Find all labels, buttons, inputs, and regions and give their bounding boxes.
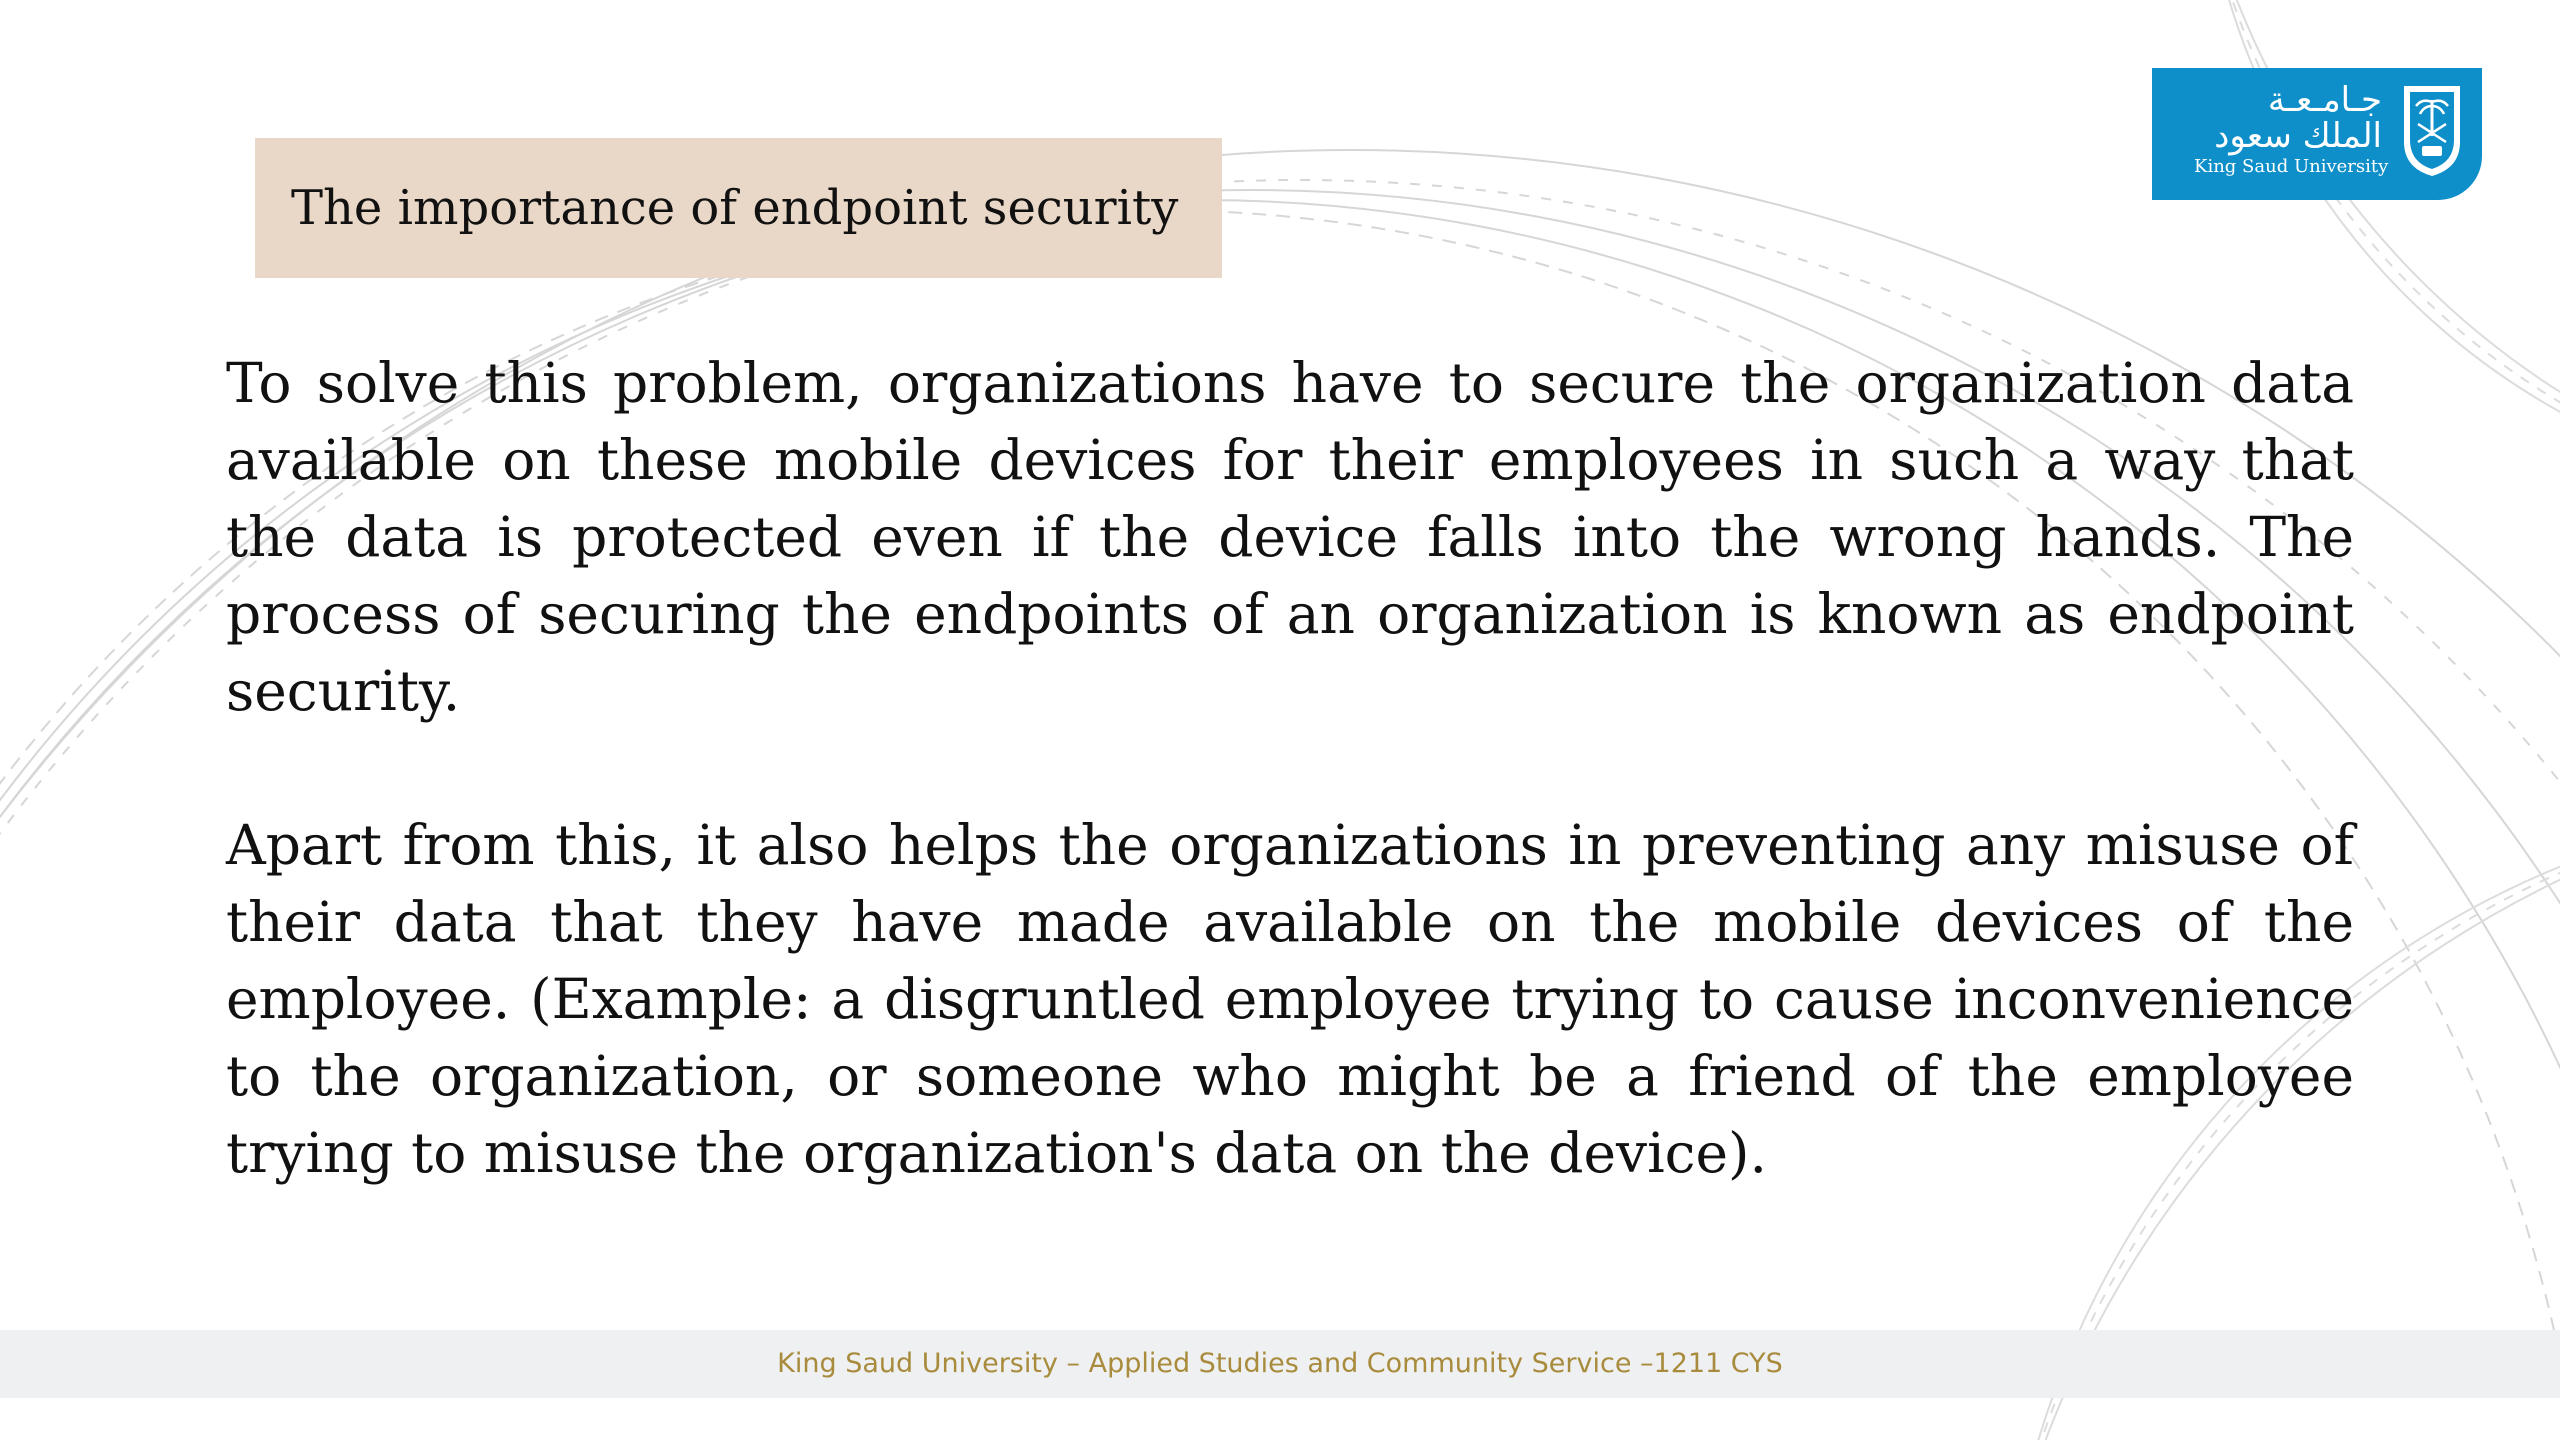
logo-arabic-line2: الملك سعود [2214, 116, 2382, 156]
footer-text: King Saud University – Applied Studies and Community Service –1211 CYS [777, 1348, 1783, 1379]
paragraph-1: To solve this problem, organizations have to secure the organization data available on these mobile devices for their employees in such a way that the data is protected even if the device falls into the wrong hands. The process of securing the endpoints of an organization is known as endpoint security. [226, 351, 2354, 723]
body-text [226, 345, 2354, 1192]
logo-arabic-line1: جـامـعـة [2267, 80, 2382, 120]
footer-band [0, 1330, 2560, 1398]
paragraph-2: Apart from this, it also helps the organizations in preventing any misuse of their data that they have made available on the mobile devices of the employee. (Example: a disgruntled employee trying to cause inconvenience to the organization, or someone who might be a friend of the employee trying to misuse the organization's data on the device). [226, 813, 2354, 1185]
palm-swords-shield-icon [2400, 80, 2464, 180]
slide-title: The importance of endpoint security [291, 180, 1179, 236]
logo-english-name: King Saud University [2194, 156, 2389, 177]
title-box [255, 138, 1222, 278]
university-logo [2152, 68, 2482, 200]
